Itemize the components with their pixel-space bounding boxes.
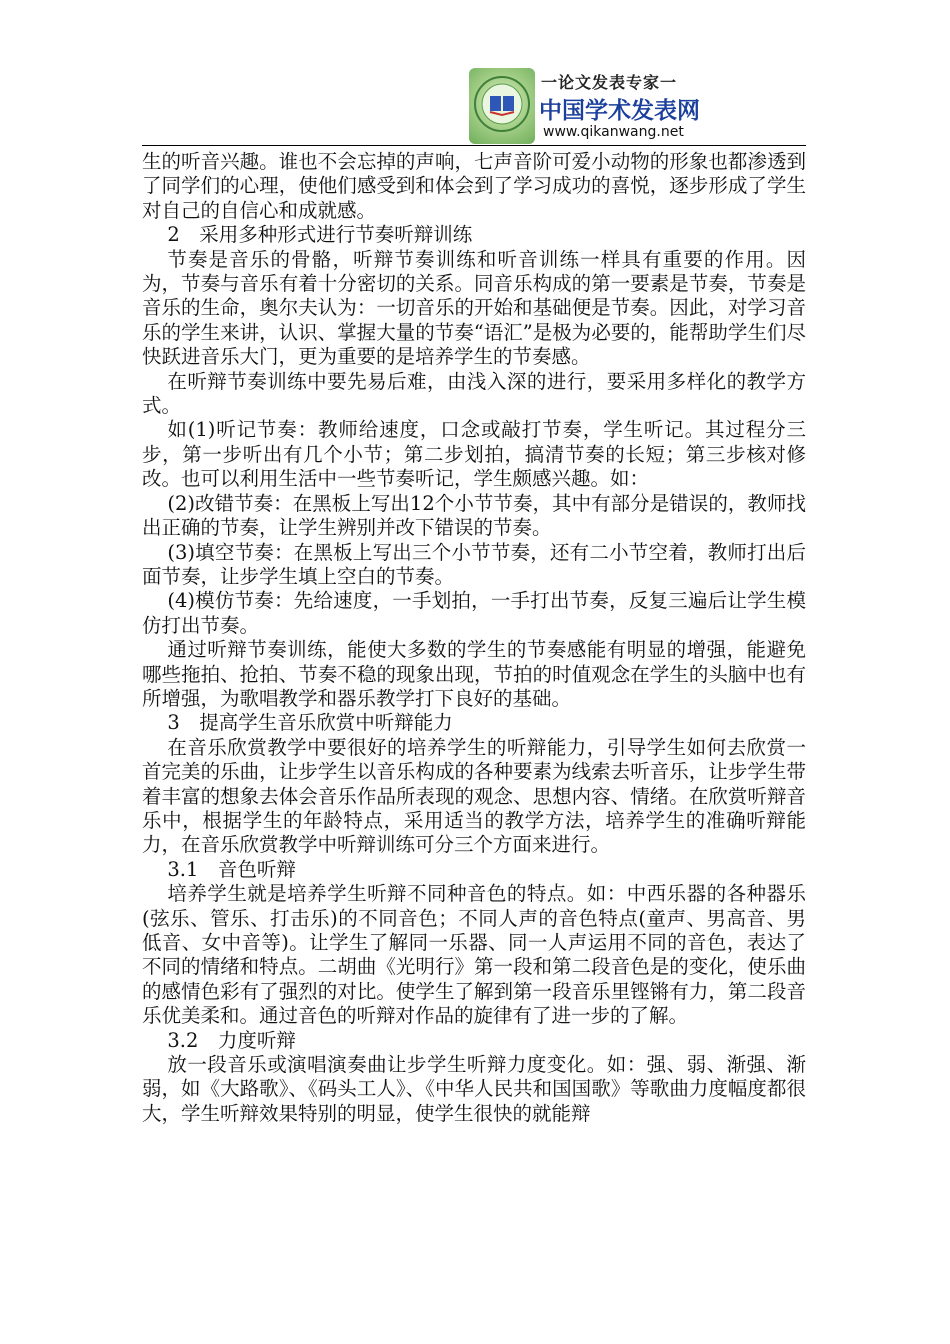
subsection-heading: 3.1 音色听辩: [167, 857, 296, 881]
site-logo[interactable]: [469, 68, 700, 144]
logo-url: www.qikanwang.net: [543, 124, 684, 140]
paragraph: 如(1)听记节奏：教师给速度，口念或敲打节奏，学生听记。其过程分三步，第一步听出有几个小节；第二步划拍，搞清节奏的长短；第三步核对修改。也可以利用生活中一些节奏听记，学生颇感兴趣。如：: [142, 418, 806, 491]
paragraph: 培养学生就是培养学生听辩不同种音色的特点。如：中西乐器的各种器乐(弦乐、管乐、打击乐)的不同音色；不同人声的音色特点(童声、男高音、男低音、女中音等)。让学生了解同一乐器、同一人声运用不同的音色，表达了不同的情绪和特点。二胡曲《光明行》第一段和第二段音色是的变化，使乐曲的感情色彩有了强烈的对比。使学生了解到第一段音乐里铿锵有力，第二段音乐优美柔和。通过音色的听辩对作品的旋律有了进一步的了解。: [142, 882, 806, 1028]
paragraph: 节奏是音乐的骨骼，听辩节奏训练和听音训练一样具有重要的作用。因为，节奏与音乐有着十分密切的关系。同音乐构成的第一要素是节奏，节奏是音乐的生命，奥尔夫认为：一切音乐的开始和基础便是节奏。因此，对学习音乐的学生来讲，认识、掌握大量的节奏“语汇”是极为必要的，能帮助学生们尽快跃进音乐大门，更为重要的是培养学生的节奏感。: [142, 247, 806, 369]
paragraph: 在听辩节奏训练中要先易后难，由浅入深的进行，要采用多样化的教学方式。: [142, 369, 806, 418]
header-rule: [142, 145, 806, 146]
subsection-heading: 3.2 力度听辩: [167, 1028, 296, 1052]
paragraph: 通过听辩节奏训练，能使大多数的学生的节奏感能有明显的增强，能避免哪些拖拍、抢拍、节奏不稳的现象出现，节拍的时值观念在学生的头脑中也有所增强，为歌唱教学和器乐教学打下良好的基础。: [142, 638, 806, 710]
book-emblem-icon: [469, 68, 535, 144]
paragraph: (4)模仿节奏：先给速度，一手划拍，一手打出节奏，反复三遍后让学生模仿打出节奏。: [142, 589, 806, 637]
article-body: [142, 150, 806, 1126]
section-heading: 3 提高学生音乐欣赏中听辩能力: [167, 711, 453, 735]
paragraph: 放一段音乐或演唱演奏曲让步学生听辩力度变化。如：强、弱、渐强、渐弱，如《大路歌》、《码头工人》、《中华人民共和国国歌》等歌曲力度幅度都很大，学生听辩效果特别的明显，使学生很快的就能辩: [142, 1053, 806, 1125]
logo-name: 中国学术发表网: [539, 98, 700, 124]
section-heading: 2 采用多种形式进行节奏听辩训练: [167, 223, 473, 247]
paragraph: (2)改错节奏：在黑板上写出12个小节节奏，其中有部分是错误的，教师找出正确的节奏，让学生辨别并改下错误的节奏。: [142, 491, 806, 540]
paragraph: 在音乐欣赏教学中要很好的培养学生的听辩能力，引导学生如何去欣赏一首完美的乐曲，让步学生以音乐构成的各种要素为线索去听音乐，让步学生带着丰富的想象去体会音乐作品所表现的观念、思想内容、情绪。在欣赏听辩音乐中，根据学生的年龄特点，采用适当的教学方法，培养学生的准确听辩能力，在音乐欣赏教学中听辩训练可分三个方面来进行。: [142, 735, 806, 857]
paragraph: (3)填空节奏：在黑板上写出三个小节节奏，还有二小节空着，教师打出后面节奏，让步学生填上空白的节奏。: [142, 540, 806, 588]
logo-tagline: 一论文发表专家一: [541, 73, 678, 92]
page-header: [0, 0, 950, 148]
paragraph: 生的听音兴趣。谁也不会忘掉的声响，七声音阶可爱小动物的形象也都渗透到了同学们的心理，使他们感受到和体会到了学习成功的喜悦，逐步形成了学生对自己的自信心和成就感。: [142, 150, 806, 222]
